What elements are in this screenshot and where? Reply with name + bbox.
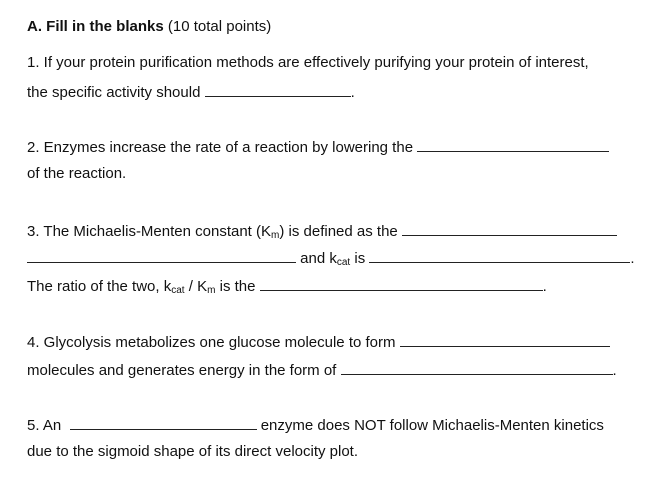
q5-text-a: 5. An xyxy=(27,417,62,434)
q3-line2 xyxy=(27,248,635,268)
ratio-km-subscript: m xyxy=(207,285,216,296)
q2-line1 xyxy=(27,137,609,157)
q3-text-a: 3. The Michaelis-Menten constant (K xyxy=(27,223,272,240)
q1-line2 xyxy=(27,82,355,102)
q2-text: 2. Enzymes increase the rate of a reaction by lowering the xyxy=(27,139,414,156)
q4-text: 4. Glycolysis metabolizes one glucose molecule to form xyxy=(27,334,396,351)
q4-text-2: molecules and generates energy in the form of xyxy=(27,362,337,379)
q1-text: the specific activity should xyxy=(27,84,201,101)
q3-and-kcat: and k xyxy=(300,250,337,267)
q1-blank[interactable] xyxy=(205,82,351,97)
q1-line1: 1. If your protein purification methods are effectively purifying your protein of interest, xyxy=(27,54,589,71)
q5-line2: due to the sigmoid shape of its direct velocity plot. xyxy=(27,443,359,460)
section-points: (10 total points) xyxy=(167,18,272,35)
section-header xyxy=(27,18,271,36)
q4-period: . xyxy=(612,362,617,379)
q3-blank-kcat[interactable] xyxy=(369,248,630,263)
q1-period: . xyxy=(350,84,355,101)
kcat-subscript: cat xyxy=(336,257,351,268)
q3-is: is xyxy=(354,250,366,267)
q4-line2 xyxy=(27,360,617,380)
q4-blank-energy[interactable] xyxy=(341,360,613,375)
q2-line2: of the reaction. xyxy=(27,165,127,182)
km-subscript: m xyxy=(271,230,280,241)
q3-ratio-a: The ratio of the two, k xyxy=(27,278,172,295)
q5-blank-enzyme[interactable] xyxy=(70,415,257,430)
q3-ratio-b: / K xyxy=(188,278,208,295)
q3-ratio-c: is the xyxy=(219,278,256,295)
q3-blank-ratio[interactable] xyxy=(260,276,543,291)
q3-blank-km[interactable] xyxy=(402,221,617,236)
q4-blank-molecules[interactable] xyxy=(400,332,610,347)
ratio-kcat-subscript: cat xyxy=(171,285,185,296)
q3-line3 xyxy=(27,276,547,296)
q3-period-1: . xyxy=(630,250,635,267)
q3-period-2: . xyxy=(542,278,547,295)
section-title: A. Fill in the blanks xyxy=(27,18,164,35)
q3-line1 xyxy=(27,221,617,241)
q2-blank[interactable] xyxy=(417,137,609,152)
q5-line1 xyxy=(27,415,604,435)
q3-blank-km-cont[interactable] xyxy=(27,248,296,263)
q5-text-b: enzyme does NOT follow Michaelis-Menten kinetics xyxy=(260,417,604,434)
q4-line1 xyxy=(27,332,610,352)
q3-text-b: ) is defined as the xyxy=(279,223,398,240)
